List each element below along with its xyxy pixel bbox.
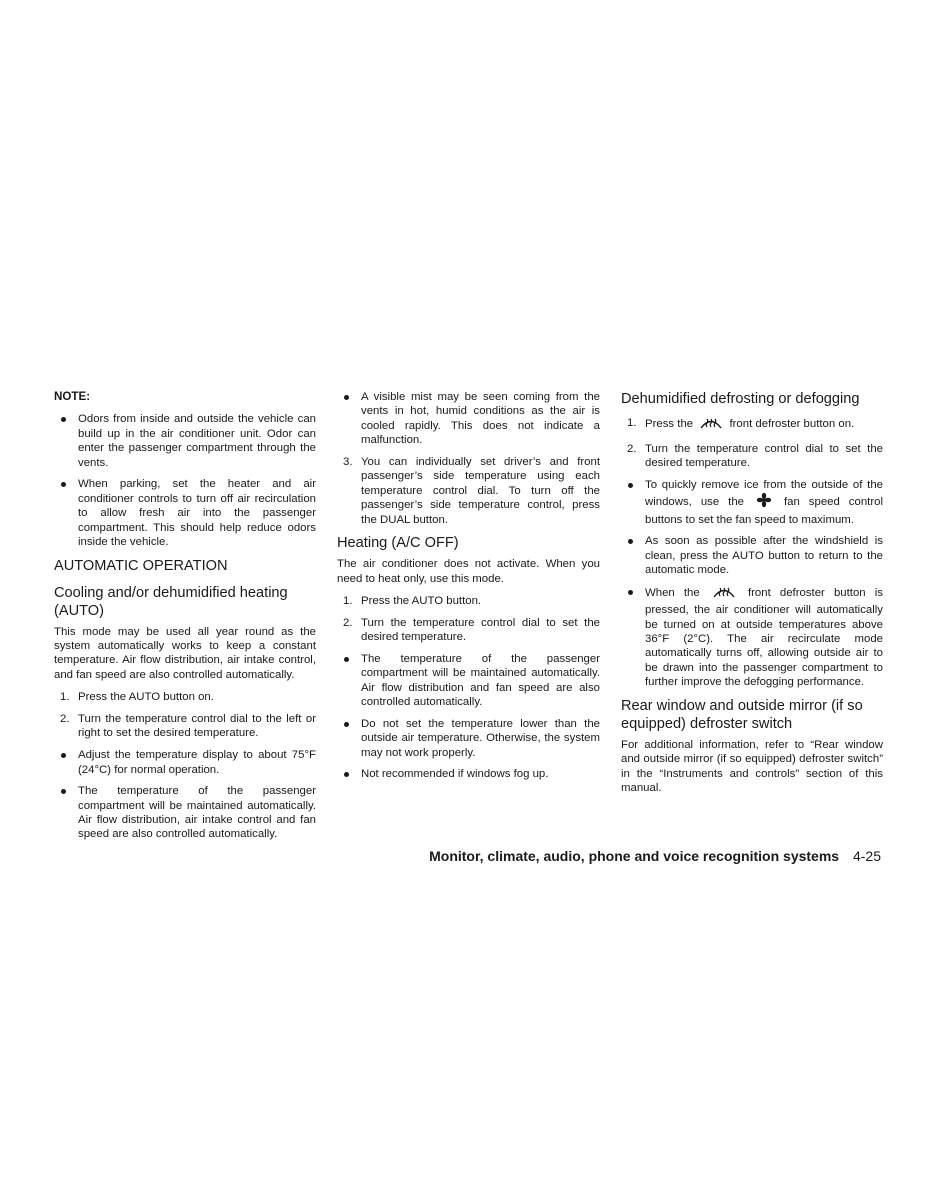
column-3 [621, 390, 883, 796]
reference-paragraph: For additional information, refer to “Rear window and outside mirror (if so equipped) defroster switch” in the “Instruments and controls” section of this manual. [621, 738, 883, 795]
intro-paragraph: The air conditioner does not activate. When you need to heat only, use this mode. [337, 558, 600, 585]
bullet-item: Adjust the temperature display to about 75°F (24°C) for normal operation. [54, 748, 316, 777]
bullet-dot [344, 657, 349, 662]
section-heading: AUTOMATIC OPERATION [54, 557, 228, 574]
bullet-item: Do not set the temperature lower than the outside air temperature. Otherwise, the system may not work properly. [337, 717, 600, 760]
bullet-dot [344, 772, 349, 777]
note-bullet: Odors from inside and outside the vehicle can build up in the air conditioner unit. Odor can enter the passenger compartment through the vents. [54, 412, 316, 470]
bullet-item: The temperature of the passenger compartment will be maintained automatically. Air flow distribution, air intake control and fan speed are also controlled automatically. [54, 784, 316, 842]
bullet-dot [61, 789, 66, 794]
bullet-dot [61, 753, 66, 758]
step-item: 1. Press the AUTO button. [343, 595, 482, 608]
step-item: 3. You can individually set driver’s and front passenger’s side temperature using each temperature control dial. To turn off the passenger’s side temperature control, press the DUAL button. [343, 455, 600, 526]
bullet-item: Not recommended if windows fog up. [337, 767, 600, 781]
bullet-dot [628, 483, 633, 488]
front-defroster-icon [699, 416, 723, 434]
front-defroster-icon [712, 585, 736, 603]
bullet-item: The temperature of the passenger compartment will be maintained automatically. Air flow distribution and fan speed are also controlled automatically. [337, 652, 600, 710]
note-heading: NOTE: [54, 390, 91, 403]
defrost-heading: Dehumidified defrosting or defogging [621, 391, 860, 407]
page-footer [429, 848, 881, 864]
fan-icon [756, 492, 772, 512]
step-item: 2. Turn the temperature control dial to the left or right to set the desired temperature. [60, 712, 316, 740]
bullet-item: As soon as possible after the windshield is clean, press the AUTO button to return to the automatic mode. [621, 534, 883, 577]
step-item: 2. Turn the temperature control dial to set the desired temperature. [343, 616, 600, 644]
step-item: 1. Press the AUTO button on. [60, 691, 214, 704]
bullet-dot [628, 590, 633, 595]
step-item: 2. Turn the temperature control dial to set the desired temperature. [627, 442, 883, 470]
step-item: 1. Press the front defroster button on. [621, 416, 883, 434]
intro-paragraph: This mode may be used all year round as the system automatically works to keep a constant temperature. Air flow distribution, air intake control, and fan speed are also controlled automatically. [54, 625, 316, 681]
bullet-item: A visible mist may be seen coming from the vents in hot, humid conditions as the air is cooled rapidly. This does not indicate a malfunction. [337, 390, 600, 448]
note-bullet: When parking, set the heater and air conditioner controls to turn off air recirculation to allow fresh air into the passenger compartment. This should help reduce odors inside the vehicle. [54, 477, 316, 549]
page-number: 4-25 [852, 848, 881, 864]
footer-section-title: Monitor, climate, audio, phone and voice recognition systems [429, 848, 840, 864]
bullet-dot [344, 395, 349, 400]
rear-defroster-heading: Rear window and outside mirror (if so equipped) defroster switch [621, 697, 863, 732]
bullet-dot [61, 417, 66, 422]
heating-heading: Heating (A/C OFF) [337, 535, 459, 552]
column-2 [337, 390, 600, 789]
sub-heading: Cooling and/or dehumidified heating (AUTO) [54, 584, 288, 619]
column-1 [54, 390, 316, 849]
bullet-item: When the front defroster button is pressed, the air conditioner will automatically be turned on at outside temperatures above 36°F (2°C). The air recirculate mode automatically turns off, allowing outside air to be drawn into the passenger compartment to further improve the defogging performance. [621, 585, 883, 690]
bullet-dot [61, 482, 66, 487]
bullet-dot [344, 722, 349, 727]
bullet-dot [628, 539, 633, 544]
bullet-item: To quickly remove ice from the outside of the windows, use the fan speed control buttons to set the fan speed to maximum. [621, 478, 883, 527]
